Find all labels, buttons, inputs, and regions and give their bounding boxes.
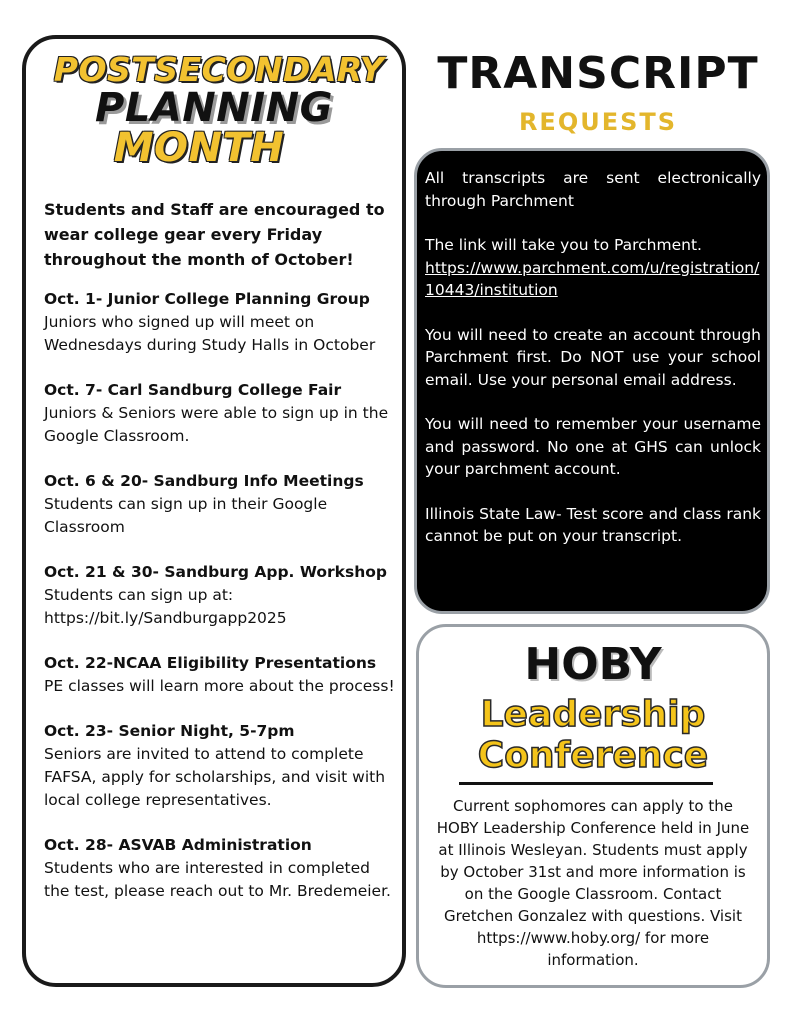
event-item [44, 288, 396, 357]
intro-text: Students and Staff are encouraged to wear college gear every Friday throughout the month of October! [44, 200, 385, 269]
event-item [44, 561, 396, 630]
title-line-postsecondary: POSTSECONDARY [53, 50, 385, 89]
event-body: Seniors are invited to attend to complete FAFSA, apply for scholarships, and visit with local college representatives. [44, 745, 386, 809]
title-line-planning: PLANNING [95, 85, 333, 131]
hoby-title: HOBY [524, 639, 662, 690]
postsecondary-panel [22, 35, 406, 987]
event-heading: Oct. 1- Junior College Planning Group [44, 290, 370, 308]
divider [459, 782, 713, 785]
transcript-paragraph: The link will take you to Parchment. [425, 236, 702, 254]
event-item [44, 834, 396, 903]
event-body: Juniors & Seniors were able to sign up in the Google Classroom. [44, 404, 389, 445]
transcript-content [425, 167, 761, 570]
event-body: Students who are interested in completed the test, please reach out to Mr. Bredemeier. [44, 859, 391, 900]
postsecondary-title [26, 50, 402, 171]
event-heading: Oct. 21 & 30- Sandburg App. Workshop [44, 563, 387, 581]
transcript-link-paragraph [425, 234, 761, 302]
event-heading: Oct. 28- ASVAB Administration [44, 836, 312, 854]
event-item [44, 720, 396, 812]
event-body: Juniors who signed up will meet on Wednesdays during Study Halls in October [44, 313, 376, 354]
parchment-link[interactable]: https://www.parchment.com/u/registration/10443/institution [425, 258, 760, 299]
transcript-paragraph: You will need to remember your username and password. No one at GHS can unlock your parchment account. [425, 415, 761, 478]
transcript-paragraph: All transcripts are sent electronically through Parchment [425, 169, 761, 210]
event-body: Students can sign up in their Google Classroom [44, 495, 328, 536]
event-item [44, 470, 396, 539]
event-body: PE classes will learn more about the process! [44, 677, 395, 695]
event-heading: Oct. 22-NCAA Eligibility Presentations [44, 654, 377, 672]
transcript-paragraph: Illinois State Law- Test score and class rank cannot be put on your transcript. [425, 504, 761, 545]
title-line-month: MONTH [113, 125, 285, 171]
hoby-subtitle-conference: Conference [477, 735, 709, 776]
event-heading: Oct. 23- Senior Night, 5-7pm [44, 722, 295, 740]
hoby-description: Current sophomores can apply to the HOBY Leadership Conference held in June at Illinois Wesleyan. Students must apply by October 31st and more information is on the Google Classroom. Contact Gretchen Gonzalez with questions. Visit https://www.hoby.org/ for more information. [436, 797, 750, 969]
events-list [44, 197, 396, 925]
transcript-paragraph: You will need to create an account through Parchment first. Do NOT use your school email. Use your personal email address. [425, 325, 761, 389]
event-body: Students can sign up at: https://bit.ly/Sandburgapp2025 [44, 586, 287, 627]
transcript-subtitle: REQUESTS [518, 108, 678, 136]
hoby-panel [416, 624, 770, 988]
event-heading: Oct. 6 & 20- Sandburg Info Meetings [44, 472, 364, 490]
event-item [44, 379, 396, 448]
hoby-subtitle-leadership: Leadership [480, 694, 706, 735]
transcript-panel [414, 148, 770, 614]
transcript-title: TRANSCRIPT [437, 48, 759, 99]
event-item [44, 652, 396, 698]
event-heading: Oct. 7- Carl Sandburg College Fair [44, 381, 342, 399]
